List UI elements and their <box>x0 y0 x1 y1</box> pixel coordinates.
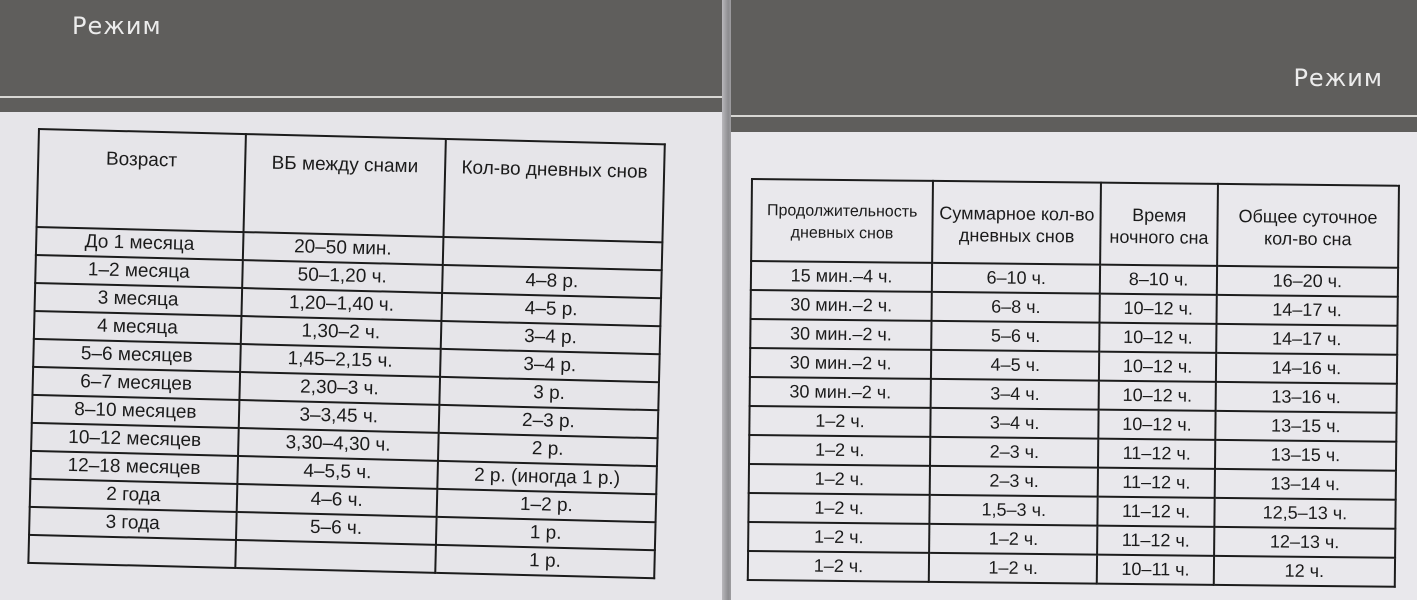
table-cell: 1–2 ч. <box>929 553 1098 584</box>
table-cell: 6–7 месяцев <box>32 367 239 400</box>
table-cell: 10–12 ч. <box>1100 294 1217 324</box>
table-cell: 3–3,45 ч. <box>238 400 439 433</box>
table-cell: 5–6 месяцев <box>33 339 240 372</box>
table-cell: 10–12 ч. <box>1099 410 1216 440</box>
table-cell: 1 р. <box>436 517 656 550</box>
table-cell: 1–2 ч. <box>748 551 929 582</box>
column-header: Время ночного сна <box>1100 183 1217 266</box>
table-cell: 6–10 ч. <box>932 263 1101 294</box>
table-cell: 11–12 ч. <box>1098 439 1215 469</box>
table-cell: 2–3 р. <box>439 405 659 438</box>
table-cell: 14–16 ч. <box>1216 353 1397 384</box>
table-cell: 1–2 ч. <box>748 522 929 553</box>
table-cell: 2 года <box>30 479 237 512</box>
table-cell: 1–2 ч. <box>748 493 929 524</box>
header-divider <box>731 115 1417 117</box>
table-cell: 6–8 ч. <box>932 292 1101 323</box>
table-cell: 1,5–3 ч. <box>930 495 1099 526</box>
table-cell: 8–10 месяцев <box>32 395 239 428</box>
table-cell: 10–12 ч. <box>1100 323 1217 353</box>
table-cell: 10–12 ч. <box>1099 381 1216 411</box>
table-cell: 12–13 ч. <box>1214 527 1395 558</box>
table-cell: 4–8 р. <box>442 265 662 298</box>
table-cell: 3 месяца <box>35 283 242 316</box>
table-cell: 3–4 р. <box>441 321 661 354</box>
table-cell: 1–2 ч. <box>749 435 930 466</box>
table-header-row <box>751 179 1399 268</box>
table-cell: 13–16 ч. <box>1215 382 1396 413</box>
table-cell: 14–17 ч. <box>1216 295 1397 326</box>
table-cell: 5–6 ч. <box>236 512 437 545</box>
table-cell: 3 р. <box>439 377 659 410</box>
table-cell: 20–50 мин. <box>242 232 443 265</box>
table-body <box>28 227 662 578</box>
table-cell: 13–14 ч. <box>1215 469 1396 500</box>
table-cell: 1–2 ч. <box>749 406 930 437</box>
table-cell: 2–3 ч. <box>930 466 1099 497</box>
column-header: ВБ между снами <box>243 134 446 237</box>
table-cell: 12–18 месяцев <box>30 451 237 484</box>
table-cell: 11–12 ч. <box>1098 497 1215 527</box>
table-cell: 1–2 ч. <box>749 464 930 495</box>
table-cell: 30 мин.–2 ч. <box>750 348 931 379</box>
table-cell: 2 р. <box>438 433 658 466</box>
table-row <box>748 551 1395 587</box>
table-cell <box>235 540 436 573</box>
table-cell: 1–2 месяца <box>35 255 242 288</box>
table-cell: 1–2 р. <box>437 489 657 522</box>
table-cell: 11–12 ч. <box>1098 468 1215 498</box>
table-cell: 4–5 р. <box>441 293 661 326</box>
table-cell: 2–3 ч. <box>930 437 1099 468</box>
table-cell: 2,30–3 ч. <box>239 372 440 405</box>
column-header: Продолжительность дневных снов <box>751 179 933 263</box>
table-cell: 10–12 ч. <box>1099 352 1216 382</box>
table-cell: 13–15 ч. <box>1215 440 1396 471</box>
table-header-row <box>37 129 665 242</box>
table-cell: 5–6 ч. <box>931 321 1100 352</box>
table-cell: 10–12 месяцев <box>31 423 238 456</box>
table-cell: 1–2 ч. <box>929 524 1098 555</box>
age-schedule-table <box>27 128 665 579</box>
column-header: Общее суточное кол-во сна <box>1217 184 1399 268</box>
table-cell: 11–12 ч. <box>1097 526 1214 556</box>
table-cell: 50–1,20 ч. <box>242 260 443 293</box>
table-cell: До 1 месяца <box>36 227 243 260</box>
table-cell: 12,5–13 ч. <box>1214 498 1395 529</box>
table-cell: 3–4 ч. <box>931 379 1100 410</box>
column-header: Возраст <box>37 129 246 232</box>
table-cell: 15 мин.–4 ч. <box>751 261 932 292</box>
table-cell: 3–4 ч. <box>930 408 1099 439</box>
sleep-duration-table <box>747 178 1400 588</box>
table-cell: 1,30–2 ч. <box>240 316 441 349</box>
column-header: Суммарное кол-во дневных снов <box>932 181 1101 265</box>
header-divider <box>0 96 727 98</box>
page-header-title: Режим <box>72 12 162 40</box>
table-cell: 12 ч. <box>1214 556 1395 587</box>
table-cell: 4–5 ч. <box>931 350 1100 381</box>
table-cell: 1,45–2,15 ч. <box>240 344 441 377</box>
table-cell: 13–15 ч. <box>1215 411 1396 442</box>
table-body <box>748 261 1398 587</box>
page-header-title: Режим <box>1293 64 1383 92</box>
table-cell: 10–11 ч. <box>1097 555 1214 585</box>
table-cell: 3–4 р. <box>440 349 660 382</box>
table-cell: 4–5,5 ч. <box>237 456 438 489</box>
right-page <box>731 0 1417 600</box>
table-cell: 3 года <box>29 507 236 540</box>
table-cell <box>28 535 235 568</box>
table-cell: 30 мин.–2 ч. <box>750 377 931 408</box>
table-cell: 30 мин.–2 ч. <box>751 290 932 321</box>
table-cell: 16–20 ч. <box>1217 266 1398 297</box>
table-cell: 2 р. (иногда 1 р.) <box>437 461 657 494</box>
table-cell: 1,20–1,40 ч. <box>241 288 442 321</box>
table-cell: 14–17 ч. <box>1216 324 1397 355</box>
table-cell: 4 месяца <box>34 311 241 344</box>
table-cell: 1 р. <box>435 545 655 578</box>
column-header: Кол-во дневных снов <box>443 139 664 242</box>
table-cell: 8–10 ч. <box>1100 265 1217 295</box>
table-cell: 3,30–4,30 ч. <box>238 428 439 461</box>
table-cell: 4–6 ч. <box>236 484 437 517</box>
table-cell: 30 мин.–2 ч. <box>750 319 931 350</box>
